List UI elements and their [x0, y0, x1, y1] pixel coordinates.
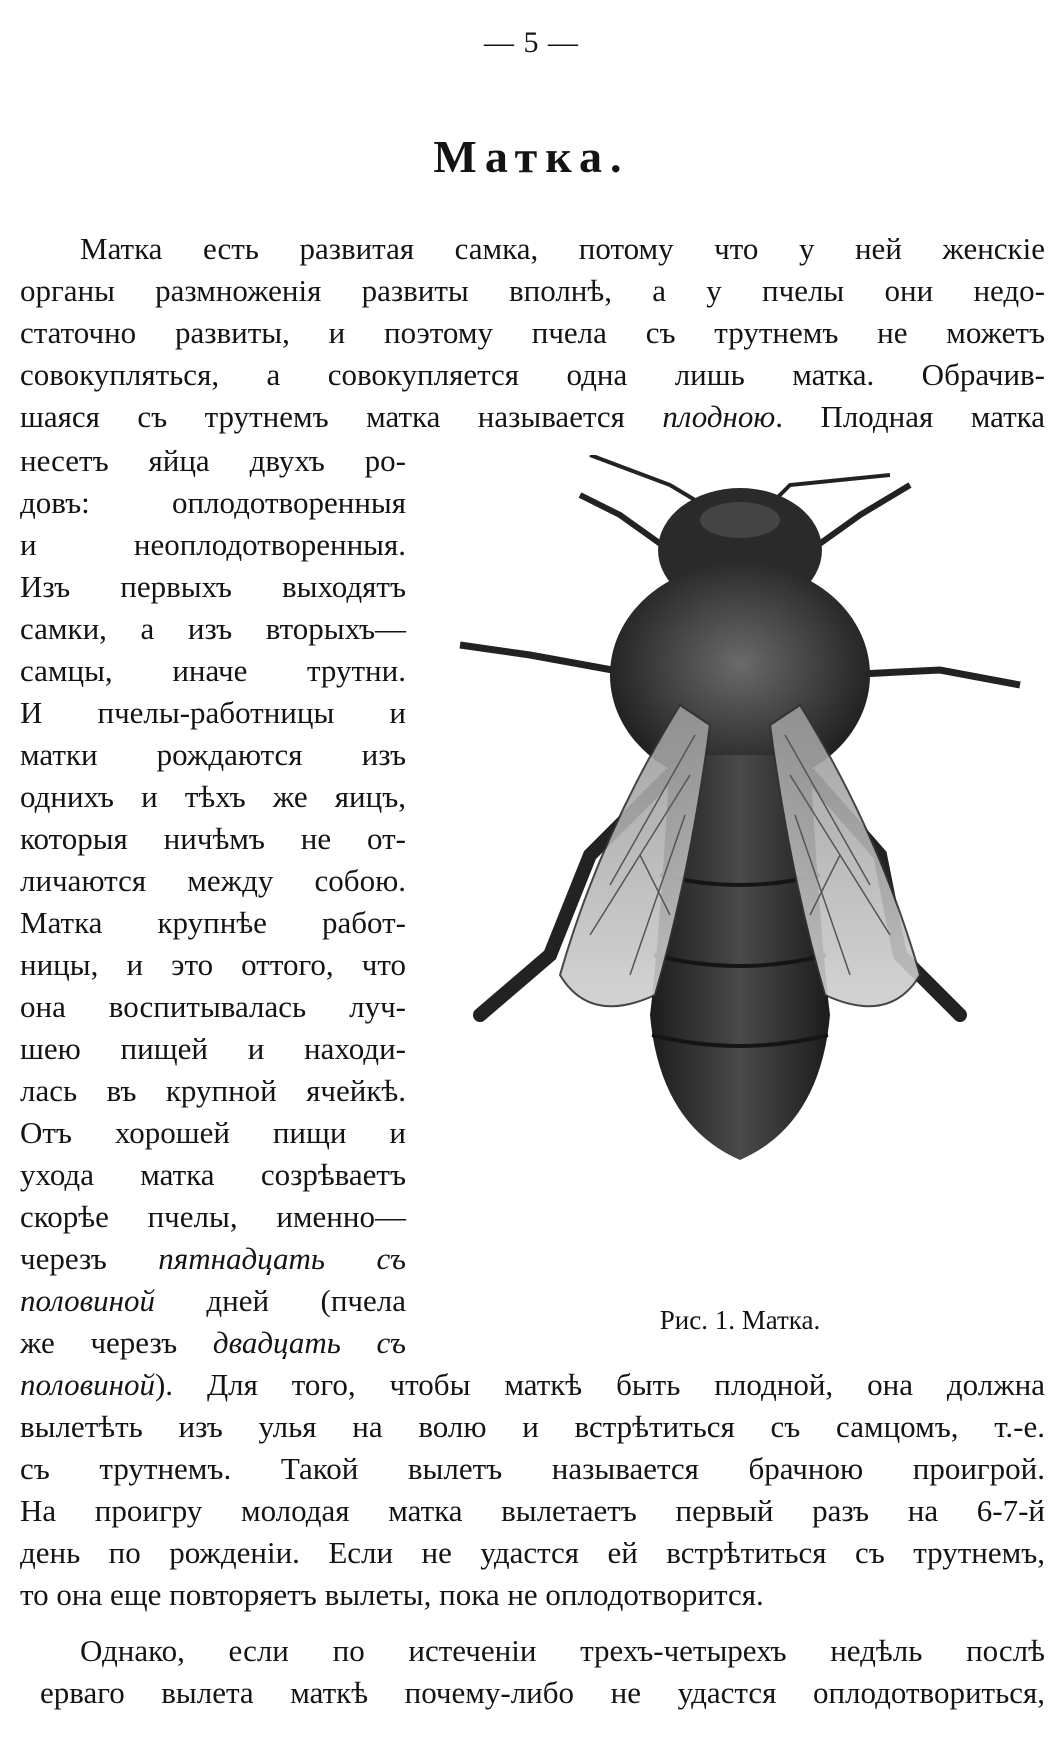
text-line: шаяся съ трутнемъ матка называется плодною. Плодная матка	[20, 399, 1045, 434]
page-number: — 5 —	[484, 26, 579, 59]
text-line: половиной). Для того, чтобы маткѣ быть плодной, она должна	[20, 1367, 1045, 1402]
column-line: И пчелы-работницы и	[20, 695, 406, 730]
italic-term: половиной	[20, 1367, 155, 1402]
italic-term: пятнадцать съ	[158, 1241, 406, 1276]
column-line: самцы, иначе трутни.	[20, 653, 406, 688]
page-title: Матка.	[433, 131, 630, 182]
column-line: несетъ яйца двухъ ро-	[20, 443, 406, 478]
queen-bee-figure	[440, 455, 1040, 1305]
column-line: шею пищей и находи-	[20, 1031, 406, 1066]
column-line: половиной дней (пчела	[20, 1283, 406, 1318]
column-line: Отъ хорошей пищи и	[20, 1115, 406, 1150]
column-line: скорѣе пчелы, именно—	[20, 1199, 406, 1234]
column-line: которыя ничѣмъ не от-	[20, 821, 406, 856]
column-line: черезъ пятнадцать съ	[20, 1241, 406, 1276]
text-line: Однако, если по истеченіи трехъ-четырехъ недѣль послѣ	[80, 1633, 1045, 1668]
column-line: же черезъ двадцать съ	[20, 1325, 406, 1360]
text-line: статочно развиты, и поэтому пчела съ трутнемъ не можетъ	[20, 315, 1045, 350]
column-line: Матка крупнѣе работ-	[20, 905, 406, 940]
text-line: На проигру молодая матка вылетаетъ первый разъ на 6-7-й	[20, 1493, 1045, 1528]
text-line: съ трутнемъ. Такой вылетъ называется брачною проигрой.	[20, 1451, 1045, 1486]
text-line: ерваго вылета маткѣ почему-либо не удастся оплодотвориться,	[40, 1675, 1045, 1710]
text-line: Матка есть развитая самка, потому что у ней женскіе	[80, 231, 1045, 266]
figure-caption: Рис. 1. Матка.	[659, 1305, 821, 1335]
text-line: то она еще повторяетъ вылеты, пока не оплодотворится.	[20, 1577, 764, 1612]
column-line: самки, а изъ вторыхъ—	[20, 611, 406, 646]
column-line: довъ: оплодотворенныя	[20, 485, 406, 520]
italic-term: двадцать съ	[212, 1325, 406, 1360]
column-line: матки рождаются изъ	[20, 737, 406, 772]
column-line: ницы, и это оттого, что	[20, 947, 406, 982]
text-line: совокупляться, а совокупляется одна лишь матка. Обрачив-	[20, 357, 1045, 392]
column-line: лась въ крупной ячейкѣ.	[20, 1073, 406, 1108]
italic-term: плодною	[662, 399, 776, 434]
column-line: ухода матка созрѣваетъ	[20, 1157, 406, 1192]
text-line: день по рожденіи. Если не удастся ей встрѣтиться съ трутнемъ,	[20, 1535, 1045, 1570]
text-line: органы размноженія развиты вполнѣ, а у пчелы они недо-	[20, 273, 1045, 308]
column-line: она воспитывалась луч-	[20, 989, 406, 1024]
italic-term: половиной	[20, 1283, 155, 1318]
text-line: вылетѣть изъ улья на волю и встрѣтиться съ самцомъ, т.-е.	[20, 1409, 1045, 1444]
column-line: однихъ и тѣхъ же яицъ,	[20, 779, 406, 814]
column-line: Изъ первыхъ выходятъ	[20, 569, 406, 604]
queen-bee-illustration	[440, 455, 1040, 1305]
column-line: и неоплодотворенныя.	[20, 527, 406, 562]
column-line: личаются между собою.	[20, 863, 406, 898]
